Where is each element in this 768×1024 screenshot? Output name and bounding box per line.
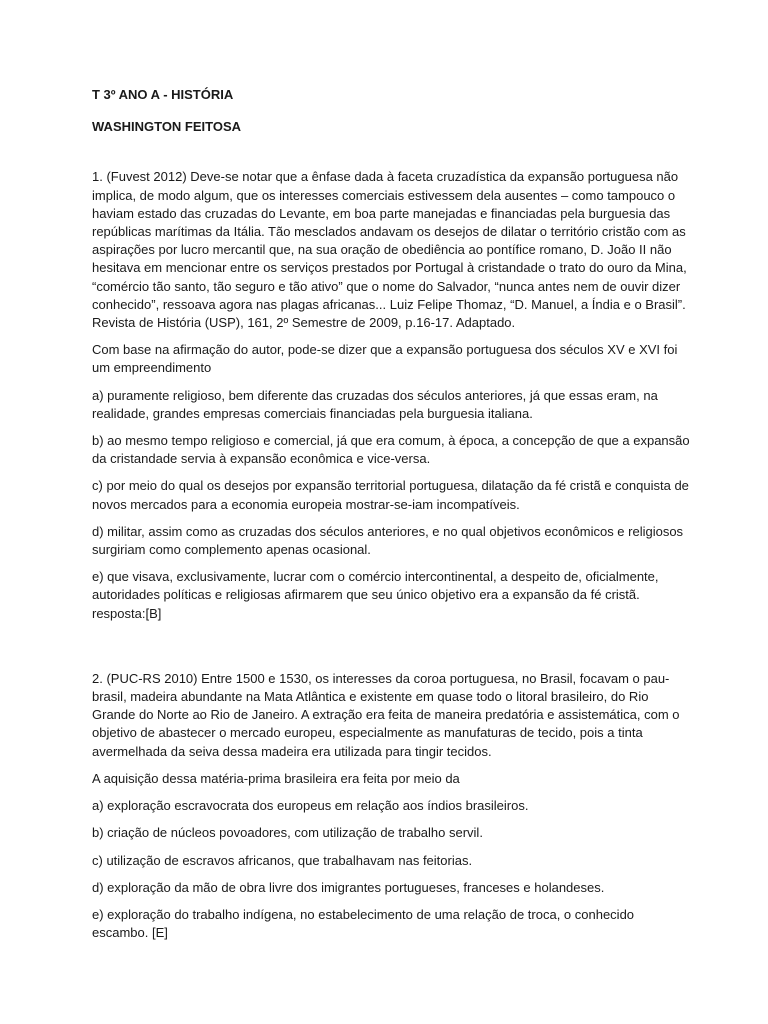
question-statement: 1. (Fuvest 2012) Deve-se notar que a ênfase dada à faceta cruzadística da expansão portuguesa não implica, de modo algum, que os interesses comerciais estivessem dela ausentes – como tampouco o haviam estado das cruzadas do Levante, em boa parte manejadas e financiadas pela burguesia das repúblicas marítimas da Itália. Tão mesclados andavam os desejos de dilatar o território cristão com as aspirações por lucro mercantil que, na sua oração de obediência ao pontífice romano, D. João II não hesitava em mencionar entre os serviços prestados por Portugal à cristandade o trato do ouro da Mina, “comércio tão santo, tão seguro e tão ativo” que o nome do Salvador, “nunca antes nem de ouvir dizer conhecido”, ressoava agora nas plagas africanas... Luiz Felipe Thomaz, “D. Manuel, a Índia e o Brasil”. Revista de História (USP), 161, 2º Semestre de 2009, p.16-17. Adaptado. — [92, 169, 687, 331]
question-prompt: Com base na afirmação do autor, pode-se dizer que a expansão portuguesa dos séculos XV e XVI foi um empreendimento — [92, 342, 678, 376]
option-a: a) exploração escravocrata dos europeus em relação aos índios brasileiros. — [92, 798, 529, 814]
option-d: d) exploração da mão de obra livre dos imigrantes portugueses, franceses e holandeses. — [92, 879, 605, 895]
question-2 — [92, 670, 690, 942]
option-a: a) puramente religioso, bem diferente das cruzadas dos séculos anteriores, já que essas eram, na realidade, grandes empresas comerciais financiadas pela burguesia italiana. — [92, 387, 658, 421]
question-prompt: A aquisição dessa matéria-prima brasileira era feita por meio da — [92, 770, 460, 786]
option-e: e) que visava, exclusivamente, lucrar com o comércio intercontinental, a despeito de, oficialmente, autoridades políticas e religiosas afirmarem que seu único objetivo era a expansão da fé cristã. resposta:[B] — [92, 569, 659, 621]
option-b: b) ao mesmo tempo religioso e comercial, já que era comum, à época, a concepção de que a expansão da cristandade servia à expansão econômica e vice-versa. — [92, 433, 690, 467]
question-spacer — [92, 632, 690, 670]
question-1 — [92, 168, 690, 622]
option-d: d) militar, assim como as cruzadas dos séculos anteriores, e no qual objetivos econômicos e religiosos surgiriam como complemento apenas ocasional. — [92, 523, 684, 558]
question-statement: 2. (PUC-RS 2010) Entre 1500 e 1530, os interesses da coroa portuguesa, no Brasil, focavam o pau-brasil, madeira abundante na Mata Atlântica e existente em quase todo o litoral brasileiro, do Rio Grande do Norte ao Rio de Janeiro. A extração era feita de maneira predatória e assistemática, com o objetivo de abastecer o mercado europeu, especialmente as manufaturas de tecido, pois a tinta avermelhada da seiva dessa madeira era utilizada para tingir tecidos. — [92, 670, 680, 759]
option-c: c) por meio do qual os desejos por expansão territorial portuguesa, dilatação da fé cristã e conquista de novos mercados para a economia europeia mostrar-se-iam incompatíveis. — [92, 478, 689, 512]
option-c: c) utilização de escravos africanos, que trabalhavam nas feitorias. — [92, 852, 473, 868]
option-b: b) criação de núcleos povoadores, com utilização de trabalho servil. — [92, 825, 483, 841]
document-page — [92, 86, 690, 951]
option-e: e) exploração do trabalho indígena, no estabelecimento de uma relação de troca, o conhecido escambo. [E] — [92, 906, 635, 941]
author-name: WASHINGTON FEITOSA — [92, 119, 242, 135]
class-title: T 3º ANO A - HISTÓRIA — [92, 87, 234, 102]
